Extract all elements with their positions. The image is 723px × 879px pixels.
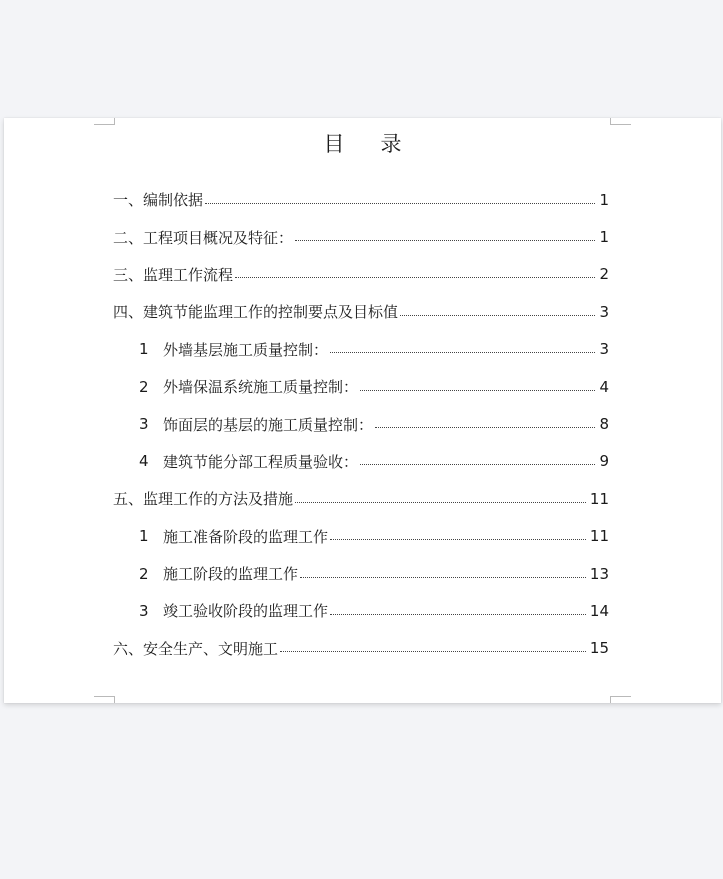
toc-leader xyxy=(360,464,595,465)
toc-entry[interactable] xyxy=(113,630,609,667)
toc-entry-text: 外墙基层施工质量控制： xyxy=(163,340,329,359)
toc-subentry-number: 1 xyxy=(139,340,149,359)
toc-entry-text: 五、监理工作的方法及措施 xyxy=(113,490,294,509)
toc-leader xyxy=(375,427,595,428)
toc-entry-text: 四、建筑节能监理工作的控制要点及目标值 xyxy=(113,303,399,322)
toc-leader xyxy=(295,502,586,503)
toc-subentry[interactable] xyxy=(113,518,609,555)
toc-subentry[interactable] xyxy=(113,555,609,592)
toc-leader xyxy=(295,240,595,241)
toc-entry-page: 2 xyxy=(599,265,609,284)
toc-leader xyxy=(300,577,586,578)
toc-leader xyxy=(235,277,595,278)
margin-mark-top-left xyxy=(94,118,115,125)
toc-entry-text: 一、编制依据 xyxy=(113,191,204,210)
toc-entry[interactable] xyxy=(113,480,609,517)
toc-entry[interactable] xyxy=(113,218,609,255)
toc-entry-page: 8 xyxy=(599,415,609,434)
toc-entry-text: 六、安全生产、文明施工 xyxy=(113,639,279,658)
toc-subentry[interactable] xyxy=(113,592,609,629)
toc-entry-page: 9 xyxy=(599,452,609,471)
toc-subentry-number: 2 xyxy=(139,377,149,396)
toc-leader xyxy=(280,651,586,652)
toc-subentry[interactable] xyxy=(113,443,609,480)
toc-entry[interactable] xyxy=(113,181,609,218)
toc-title: 目录 xyxy=(323,132,438,156)
toc-entry-text: 二、工程项目概况及特征： xyxy=(113,228,294,247)
toc-entry-page: 13 xyxy=(589,564,609,583)
toc-subentry[interactable] xyxy=(113,405,609,442)
toc-entry-page: 4 xyxy=(599,377,609,396)
toc-entry[interactable] xyxy=(113,293,609,330)
toc-subentry-number: 3 xyxy=(139,415,149,434)
toc-entry-text: 饰面层的基层的施工质量控制： xyxy=(163,415,374,434)
toc-entry-page: 1 xyxy=(599,190,609,209)
toc-entry-text: 三、监理工作流程 xyxy=(113,265,234,284)
toc-leader xyxy=(330,539,586,540)
toc-entry-page: 3 xyxy=(599,340,609,359)
toc-subentry-number: 1 xyxy=(139,527,149,546)
toc-leader xyxy=(400,315,595,316)
toc-leader xyxy=(360,390,595,391)
document-page xyxy=(4,118,721,703)
toc-entry-page: 11 xyxy=(589,489,609,508)
toc-entry-page: 11 xyxy=(589,527,609,546)
toc-leader xyxy=(205,203,595,204)
margin-mark-top-right xyxy=(610,118,631,125)
toc-subentry-number: 2 xyxy=(139,564,149,583)
margin-mark-bottom-right xyxy=(610,696,631,703)
toc-subentry-number: 4 xyxy=(139,452,149,471)
toc-entry-page: 1 xyxy=(599,228,609,247)
toc-leader xyxy=(330,352,595,353)
toc-entry-text: 外墙保温系统施工质量控制： xyxy=(163,378,359,397)
toc-entry-text: 施工阶段的监理工作 xyxy=(163,565,299,584)
toc-entry-text: 建筑节能分部工程质量验收： xyxy=(163,452,359,471)
toc-entry-page: 14 xyxy=(589,601,609,620)
toc-entry-text: 施工准备阶段的监理工作 xyxy=(163,527,329,546)
toc-leader xyxy=(330,614,586,615)
toc-subentry[interactable] xyxy=(113,331,609,368)
toc-entry-page: 15 xyxy=(589,639,609,658)
toc-entry-page: 3 xyxy=(599,302,609,321)
toc-list xyxy=(113,181,609,667)
toc-entry[interactable] xyxy=(113,256,609,293)
toc-entry-text: 竣工验收阶段的监理工作 xyxy=(163,602,329,621)
margin-mark-bottom-left xyxy=(94,696,115,703)
toc-subentry[interactable] xyxy=(113,368,609,405)
toc-subentry-number: 3 xyxy=(139,601,149,620)
